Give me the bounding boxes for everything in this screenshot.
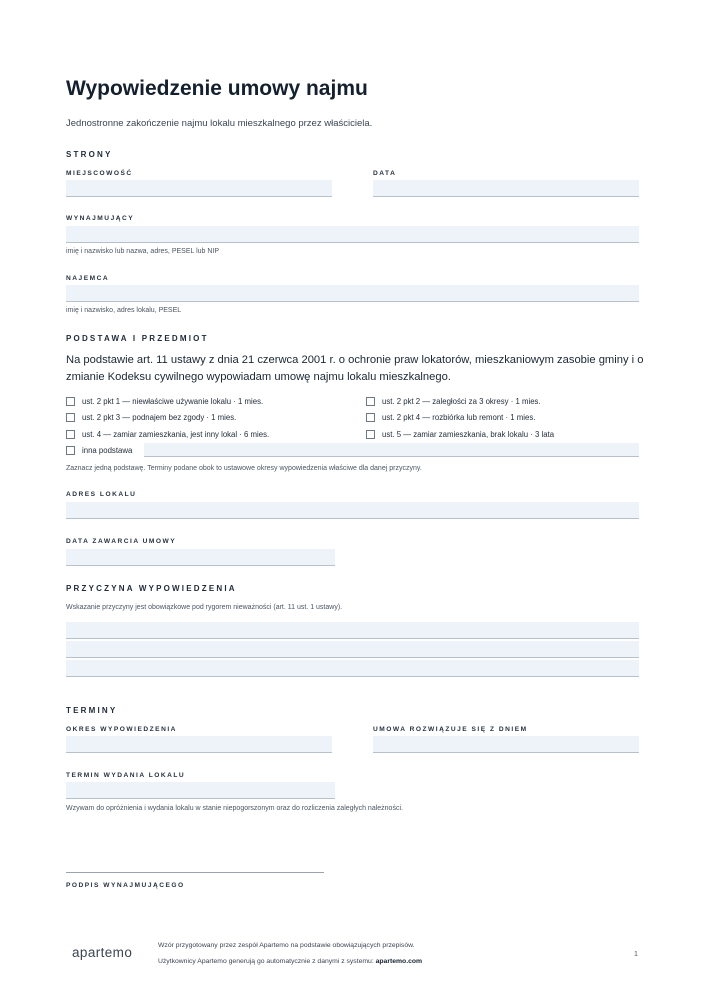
contract-date-label: DATA ZAWARCIA UMOWY	[66, 538, 177, 545]
handover-notice: Wzywam do opróżnienia i wydania lokalu w stanie niepogorszonym oraz do rozliczenia zaległych należności.	[66, 805, 403, 812]
section-heading-parties: STRONY	[66, 150, 113, 159]
basis-option-4[interactable]	[366, 413, 535, 422]
footer-line-1: Wzór przygotowany przez zespół Apartemo na podstawie obowiązujących przepisów.	[158, 942, 415, 949]
contract-date-field[interactable]	[66, 549, 335, 566]
tenant-hint: imię i nazwisko, adres lokalu, PESEL	[66, 307, 182, 314]
landlord-hint: imię i nazwisko lub nazwa, adres, PESEL lub NIP	[66, 248, 220, 255]
basis-option-5[interactable]	[66, 430, 269, 439]
page-number: 1	[634, 951, 638, 958]
option-label: ust. 2 pkt 2 — zaległości za 3 okresy · 1 mies.	[382, 397, 541, 406]
basis-text: Na podstawie art. 11 ustawy z dnia 21 czerwca 2001 r. o ochronie praw lokatorów, mieszkaniowym zasobie gminy i o zmianie Kodeksu cywilnego wypowiadam umowę najmu lokalu mieszkalnego.	[66, 354, 644, 383]
basis-option-3[interactable]	[66, 413, 236, 422]
tenant-label: NAJEMCA	[66, 275, 110, 282]
footer-line-2	[158, 958, 422, 965]
date-field[interactable]	[373, 180, 639, 197]
checkbox[interactable]	[366, 430, 375, 439]
reason-hint: Wskazanie przyczyny jest obowiązkowe pod rygorem nieważności (art. 11 ust. 1 ustawy).	[66, 604, 343, 611]
footer-line-2-text: Użytkownicy Apartemo generują go automatycznie z danymi z systemu:	[158, 958, 376, 965]
checkbox[interactable]	[66, 446, 75, 455]
checkbox[interactable]	[66, 397, 75, 406]
option-label: ust. 2 pkt 4 — rozbiórka lub remont · 1 mies.	[382, 413, 536, 422]
notice-period-label: OKRES WYPOWIEDZENIA	[66, 726, 177, 733]
signature-label: PODPIS WYNAJMUJĄCEGO	[66, 882, 185, 889]
section-heading-terms: TERMINY	[66, 706, 118, 715]
checkbox[interactable]	[66, 430, 75, 439]
termination-date-field[interactable]	[373, 736, 639, 753]
footer-link[interactable]: apartemo.com	[375, 958, 423, 965]
basis-option-1[interactable]	[66, 397, 263, 406]
reason-line-1[interactable]	[66, 622, 639, 639]
place-label: MIEJSCOWOŚĆ	[66, 170, 133, 177]
basis-option-other[interactable]	[66, 446, 132, 455]
tenant-field[interactable]	[66, 285, 639, 302]
landlord-label: WYNAJMUJĄCY	[66, 215, 135, 222]
handover-date-field[interactable]	[66, 782, 335, 799]
checkbox[interactable]	[366, 397, 375, 406]
option-label: ust. 4 — zamiar zamieszkania, jest inny lokal · 6 mies.	[82, 430, 270, 439]
address-field[interactable]	[66, 502, 639, 519]
option-label: ust. 2 pkt 3 — podnajem bez zgody · 1 mies.	[82, 413, 237, 422]
date-label: DATA	[373, 170, 397, 177]
option-label: ust. 5 — zamiar zamieszkania, brak lokalu · 3 lata	[382, 430, 555, 439]
notice-period-field[interactable]	[66, 736, 332, 753]
basis-hint: Zaznacz jedną podstawę. Terminy podane obok to ustawowe okresy wypowiedzenia właściwe dla danej przyczyny.	[66, 465, 422, 472]
reason-line-3[interactable]	[66, 660, 639, 677]
address-label: ADRES LOKALU	[66, 491, 137, 498]
section-heading-reason: PRZYCZYNA WYPOWIEDZENIA	[66, 584, 237, 593]
option-label: ust. 2 pkt 1 — niewłaściwe używanie lokalu · 1 mies.	[82, 397, 264, 406]
checkbox[interactable]	[66, 413, 75, 422]
landlord-field[interactable]	[66, 226, 639, 243]
basis-option-6[interactable]	[366, 430, 554, 439]
checkbox[interactable]	[366, 413, 375, 422]
apartemo-logo: apartemo	[72, 945, 133, 960]
signature-line[interactable]	[66, 872, 324, 873]
section-heading-basis: PODSTAWA I PRZEDMIOT	[66, 334, 209, 343]
other-basis-field[interactable]	[144, 443, 639, 457]
page-subtitle: Jednostronne zakończenie najmu lokalu mieszkalnego przez właściciela.	[66, 118, 373, 129]
place-field[interactable]	[66, 180, 332, 197]
option-label: inna podstawa	[82, 446, 133, 455]
reason-line-2[interactable]	[66, 641, 639, 658]
termination-date-label: UMOWA ROZWIĄZUJE SIĘ Z DNIEM	[373, 726, 528, 733]
basis-option-2[interactable]	[366, 397, 541, 406]
page-title: Wypowiedzenie umowy najmu	[66, 77, 368, 100]
handover-date-label: TERMIN WYDANIA LOKALU	[66, 772, 186, 779]
